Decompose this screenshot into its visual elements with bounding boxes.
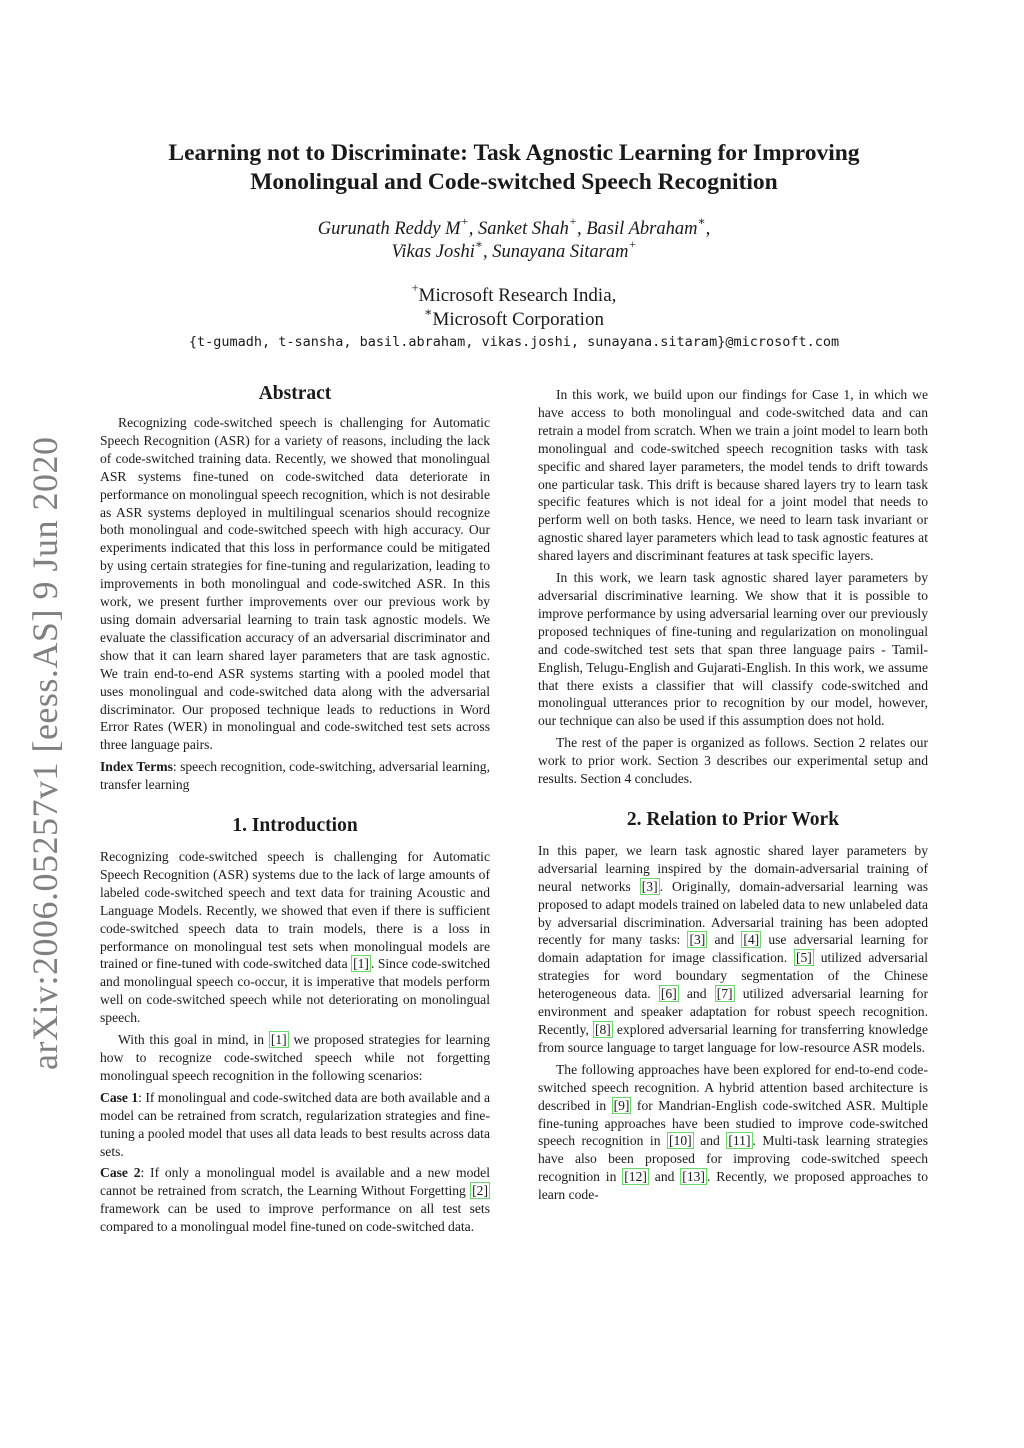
affiliation-name: Microsoft Research India,	[418, 285, 617, 306]
text-run: utilized adversarial strategies for word boundary segmentation of the Chinese heterogeneous data.	[538, 950, 928, 1002]
intro-paragraph	[100, 848, 490, 1027]
paper-title	[100, 139, 928, 197]
text-run: and	[693, 1133, 727, 1149]
affiliation-mark: +	[628, 237, 637, 252]
author-list	[100, 214, 928, 264]
text-run: The following approaches have been explored for end-to-end code-switched speech recognition. A hybrid attention based architecture is described in	[538, 1061, 928, 1113]
citation-link[interactable]: [6]	[660, 986, 677, 1002]
intro-paragraph: In this work, we build upon our findings for Case 1, in which we have access to both monolingual and code-switched data and can retrain a model from scratch. When we train a joint model to learn both monolingual and code-switched speech recognition tasks with task specific and shared layer parameters, the model tends to drift towards one particular task. This drift is because shared layers try to learn task specific features which is not ideal for a joint model that needs to perform well on both tasks. Hence, we need to learn task invariant or agnostic shared layer parameters which lead to task agnostic features at shared layers and discriminant features at task specific layers.	[538, 387, 928, 564]
text-run: : If only a monolingual model is available and a new model cannot be retrained from scratch, the Learning Without Forgetting	[100, 1165, 490, 1199]
left-column	[100, 382, 490, 1236]
affiliation-name: Microsoft Corporation	[432, 309, 604, 330]
affiliation-mark: ∗	[697, 214, 706, 229]
text-run: Recognizing code-switched speech is challenging for Automatic Speech Recognition (ASR) systems due to the lack of large amounts of labeled code-switched speech and text data for training Acoustic and Language Models. Recently, we showed that even if there is sufficient code-switched speech data to train models, there is a loss in performance on monolingual test sets when monolingual models are trained or fine-tuned with code-switched data	[100, 849, 490, 972]
citation-link[interactable]: [4]	[743, 932, 760, 948]
text-run: utilized adversarial learning for environment and speaker adaptation for robust speech recognition. Recently,	[538, 986, 928, 1037]
affiliation-mark: ∗	[424, 304, 433, 319]
author-separator: ,	[468, 219, 478, 239]
affiliation-mark: +	[411, 280, 419, 295]
text-run: use adversarial learning for domain adaptation for image classification.	[538, 932, 928, 966]
text-run: . Recently, we proposed approaches to learn code-	[538, 1169, 928, 1203]
affiliation-1	[100, 280, 928, 308]
text-run: and	[648, 1169, 681, 1185]
text-run: and	[707, 932, 742, 948]
affiliations	[100, 280, 928, 332]
text-run: . Originally, domain-adversarial learning was proposed to adapt models trained on labeled data to new unlabeled data by adversarial discrimination. Adversarial training has been adopted recently for many tasks:	[538, 878, 928, 948]
author-name: Vikas Joshi	[391, 242, 475, 262]
introduction-heading: 1. Introduction	[232, 815, 358, 837]
citation-link[interactable]: [12]	[624, 1169, 647, 1185]
citation-link[interactable]: [13]	[682, 1169, 705, 1185]
author-name: Sanket Shah	[477, 219, 569, 239]
citation-link[interactable]: [9]	[613, 1097, 630, 1113]
author-line-2	[100, 237, 928, 264]
prior-work-paragraph	[538, 842, 928, 1057]
citation-link[interactable]: [2]	[472, 1183, 488, 1199]
title-line-2: Monolingual and Code-switched Speech Recognition	[250, 169, 778, 195]
text-run: . Multi-task learning strategies have also been proposed for improving code-switched speech recognition in	[538, 1133, 928, 1185]
abstract-body: Recognizing code-switched speech is challenging for Automatic Speech Recognition (ASR) for a variety of reasons, including the lack of code-switched training data. Recently, we showed that monolingual ASR systems fine-tuned on code-switched data deteriorate in performance on monolingual speech recognition, which is not desirable as ASR systems deployed in multilingual scenarios should recognize both monolingual and code-switched speech with high accuracy. Our experiments indicated that this loss in performance could be mitigated by using certain strategies for fine-tuning and regularization, leading to improvements in both monolingual and code-switched ASR. In this work, we present further improvements over our previous work by using domain adversarial learning to train task agnostic models. We evaluate the classification accuracy of an adversarial discriminator and show that it can learn shared layer parameters that are task agnostic. We train end-to-end ASR systems starting with a pooled model that uses monolingual and code-switched data along with the adversarial discriminator. Our proposed technique leads to reductions in Word Error Rates (WER) in monolingual and code-switched test sets across three language pairs.	[100, 415, 490, 753]
case-label: Case 1	[100, 1089, 139, 1105]
case-2	[100, 1164, 490, 1236]
index-terms	[100, 758, 490, 794]
citation-link[interactable]: [11]	[728, 1133, 751, 1149]
intro-paragraph: The rest of the paper is organized as follows. Section 2 relates our work to prior work. Section 3 describes our experimental setup and results. Section 4 concludes.	[538, 735, 928, 787]
citation-link[interactable]: [1]	[353, 956, 369, 972]
case-1	[100, 1089, 490, 1161]
author-emails: {t-gumadh, t-sansha, basil.abraham, vikas.joshi, sunayana.sitaram}@microsoft.com	[188, 334, 840, 350]
citation-link[interactable]: [3]	[689, 932, 706, 948]
text-run: : If monolingual and code-switched data are both available and a model can be retrained from scratch, regularization strategies and fine-tuning a pooled model that uses all data leads to best results across data sets.	[100, 1089, 490, 1159]
citation-link[interactable]: [10]	[669, 1133, 692, 1149]
author-name: Gurunath Reddy M	[317, 219, 461, 239]
citation-link[interactable]: [1]	[270, 1032, 287, 1048]
text-run: explored adversarial learning for transferring knowledge from source language to target language for low-resource ASR models.	[538, 1022, 928, 1055]
index-terms-label: Index Terms	[100, 759, 173, 775]
citation-link[interactable]: [8]	[594, 1022, 611, 1037]
citation-link[interactable]: [7]	[716, 986, 733, 1002]
text-run: for Mandrian-English code-switched ASR. Multiple fine-tuning approaches have been studied to improve code-switched speech recognition in	[538, 1097, 928, 1149]
author-separator: ,	[577, 219, 587, 239]
citation-link[interactable]: [5]	[795, 950, 812, 966]
text-run: and	[678, 986, 715, 1002]
author-separator: ,	[483, 242, 493, 262]
text-run: we proposed strategies for learning how to recognize code-switched speech while not forgetting monolingual speech recognition in the following scenarios:	[100, 1032, 491, 1083]
case-label: Case 2	[100, 1165, 141, 1181]
index-terms-text: : speech recognition, code-switching, adversarial learning, transfer learning	[100, 759, 490, 793]
arxiv-identifier: arXiv:2006.05257v1 [eess.AS] 9 Jun 2020	[25, 436, 65, 1070]
affiliation-mark: ∗	[474, 237, 484, 252]
text-run: . Since code-switched and monolingual speech co-occur, it is imperative that models perform well on code-switched speech while not deteriorating on monolingual speech.	[100, 956, 491, 1026]
affiliation-mark: +	[568, 214, 577, 229]
author-line-1	[100, 214, 928, 241]
author-name: Basil Abraham	[586, 219, 698, 239]
author-separator: ,	[705, 219, 711, 239]
text-run: framework can be used to improve performance on all test sets compared to a monolingual model fine-tuned on code-switched data.	[100, 1201, 490, 1235]
title-line-1: Learning not to Discriminate: Task Agnostic Learning for Improving	[168, 140, 860, 166]
intro-paragraph	[100, 1031, 490, 1085]
right-column	[538, 386, 928, 1204]
abstract-heading: Abstract	[258, 383, 332, 404]
prior-work-heading: 2. Relation to Prior Work	[626, 808, 840, 830]
text-run: In this paper, we learn task agnostic shared layer parameters by adversarial learning inspired by the domain-adversarial training of neural networks	[538, 842, 928, 894]
author-name: Sunayana Sitaram	[492, 242, 629, 262]
prior-work-paragraph	[538, 1061, 928, 1204]
text-run: With this goal in mind, in	[118, 1032, 269, 1048]
citation-link[interactable]: [3]	[641, 878, 658, 894]
intro-paragraph: In this work, we learn task agnostic shared layer parameters by adversarial discriminative learning. We show that it is possible to improve performance by using adversarial learning over our previously proposed techniques of fine-tuning and regularization on monolingual and code-switched test sets that span three language pairs - Tamil-English, Telugu-English and Gujarati-English. In this work, we assume that there exists a classifier that will classify code-switched and monolingual utterances prior to recognition by our model, however, our technique can also be used if this assumption does not hold.	[538, 570, 928, 729]
affiliation-2	[100, 304, 928, 332]
affiliation-mark: +	[460, 214, 469, 229]
